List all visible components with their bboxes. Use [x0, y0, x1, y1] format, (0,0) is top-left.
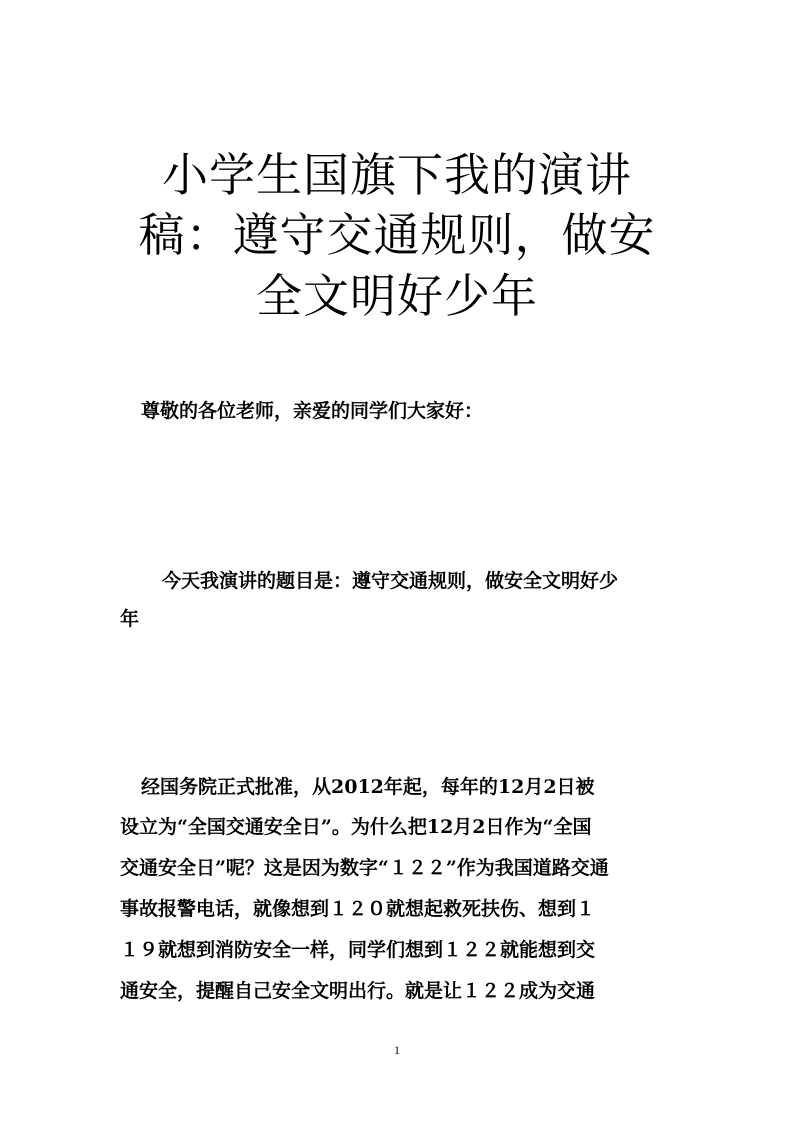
- page-number: 1: [394, 1043, 400, 1057]
- topic-line-1: 今天我演讲的题目是：遵守交通规则，做安全文明好少: [162, 570, 619, 592]
- greeting-text: 尊敬的各位老师，亲爱的同学们大家好：: [141, 400, 484, 422]
- paragraph-line-4: 事故报警电话，就像想到１２０就想起救死扶伤、想到１: [120, 898, 596, 920]
- paragraph-line-5: １９就想到消防安全一样，同学们想到１２２就能想到交: [120, 939, 596, 961]
- paragraph-line-1: 经国务院正式批准，从2012年起，每年的12月2日被: [141, 776, 595, 798]
- topic-line-2: 年: [120, 608, 140, 630]
- title-line-3: 全文明好少年: [256, 269, 538, 323]
- paragraph-line-3: 交通安全日”呢？这是因为数字“１２２”作为我国道路交通: [120, 857, 609, 879]
- title-line-2: 稿：遵守交通规则，做安: [138, 208, 656, 262]
- title-line-1: 小学生国旗下我的演讲: [162, 148, 632, 202]
- paragraph-line-6: 通安全，提醒自己安全文明出行。就是让１２２成为交通: [120, 980, 596, 1002]
- paragraph-line-2: 设立为“全国交通安全日”。为什么把12月2日作为“全国: [120, 816, 592, 838]
